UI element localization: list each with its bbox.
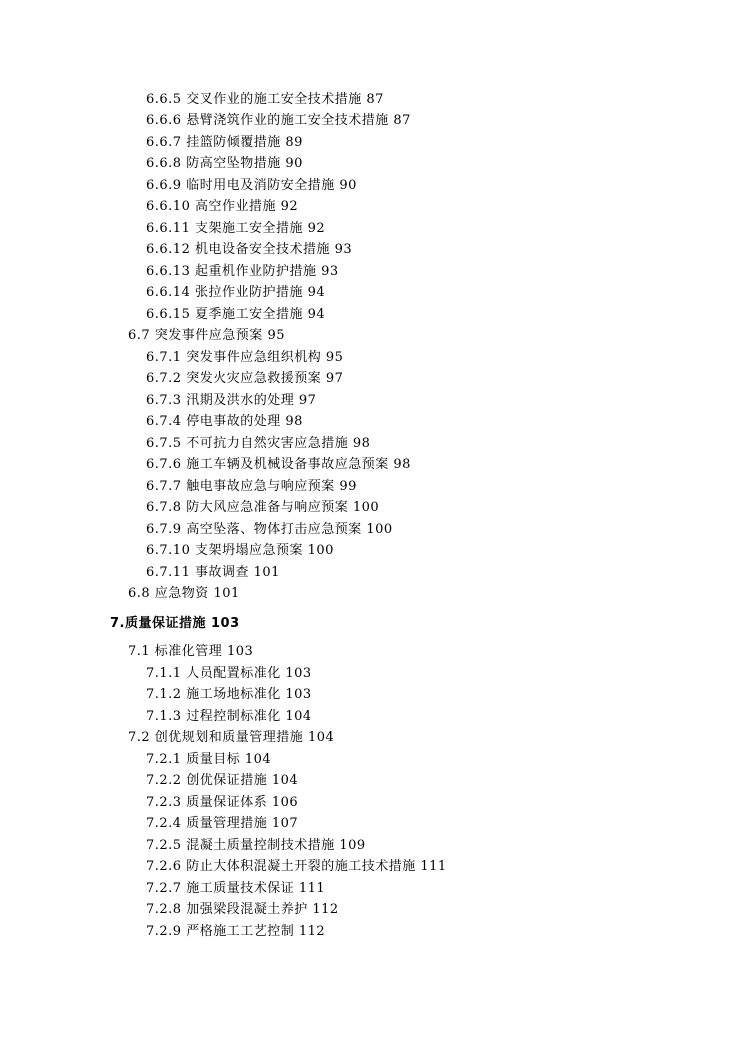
toc-section: 6.7 突发事件应急预案 95 [128, 328, 285, 343]
toc-entry: 6.6.13 起重机作业防护措施 93 [146, 264, 339, 279]
toc-entry: 7.2.3 质量保证体系 106 [146, 795, 299, 810]
toc-entry: 6.6.12 机电设备安全技术措施 93 [146, 242, 353, 257]
toc-entry: 6.6.8 防高空坠物措施 90 [146, 156, 303, 171]
toc-entry: 6.7.6 施工车辆及机械设备事故应急预案 98 [146, 457, 411, 472]
toc-entry: 6.6.5 交叉作业的施工安全技术措施 87 [146, 92, 384, 107]
toc-entry: 6.7.9 高空坠落、物体打击应急预案 100 [146, 522, 393, 537]
toc-entry: 6.7.11 事故调查 101 [146, 565, 280, 580]
toc-entry: 6.6.7 挂篮防倾覆措施 89 [146, 135, 303, 150]
toc-entry: 6.6.6 悬臂浇筑作业的施工安全技术措施 87 [146, 113, 411, 128]
toc-entry: 7.2.8 加强梁段混凝土养护 112 [146, 902, 339, 917]
toc-entry: 6.6.15 夏季施工安全措施 94 [146, 307, 326, 322]
toc-entry: 6.7.3 汛期及洪水的处理 97 [146, 393, 317, 408]
toc-section: 7.1 标准化管理 103 [128, 644, 254, 659]
toc-entry: 6.6.11 支架施工安全措施 92 [146, 221, 326, 236]
toc-section: 7.2 创优规划和质量管理措施 104 [128, 730, 335, 745]
toc-entry: 7.2.2 创优保证措施 104 [146, 773, 299, 788]
toc-entry: 7.1.3 过程控制标准化 104 [146, 709, 312, 724]
toc-entry: 6.7.8 防大风应急准备与响应预案 100 [146, 500, 380, 515]
toc-entry: 7.2.9 严格施工工艺控制 112 [146, 924, 326, 939]
toc-chapter: 7.质量保证措施 103 [110, 616, 240, 631]
toc-entry: 7.2.7 施工质量技术保证 111 [146, 881, 326, 896]
toc-entry: 7.2.5 混凝土质量控制技术措施 109 [146, 838, 366, 853]
toc-entry: 7.2.4 质量管理措施 107 [146, 816, 299, 831]
toc-entry: 6.7.2 突发火灾应急救援预案 97 [146, 371, 344, 386]
toc-entry: 7.1.1 人员配置标准化 103 [146, 666, 312, 681]
toc-entry: 6.7.1 突发事件应急组织机构 95 [146, 350, 344, 365]
toc-entry: 7.1.2 施工场地标准化 103 [146, 687, 312, 702]
toc-entry: 6.6.9 临时用电及消防安全措施 90 [146, 178, 357, 193]
toc-entry: 6.7.5 不可抗力自然灾害应急措施 98 [146, 436, 371, 451]
toc-entry: 6.7.4 停电事故的处理 98 [146, 414, 303, 429]
toc-entry: 6.7.10 支架坍塌应急预案 100 [146, 543, 334, 558]
toc-entry: 6.7.7 触电事故应急与响应预案 99 [146, 479, 357, 494]
toc-entry: 6.6.14 张拉作业防护措施 94 [146, 285, 326, 300]
toc-section: 6.8 应急物资 101 [128, 586, 240, 601]
toc-entry: 7.2.1 质量目标 104 [146, 752, 272, 767]
toc-entry: 7.2.6 防止大体积混凝土开裂的施工技术措施 111 [146, 859, 447, 874]
toc-entry: 6.6.10 高空作业措施 92 [146, 199, 299, 214]
